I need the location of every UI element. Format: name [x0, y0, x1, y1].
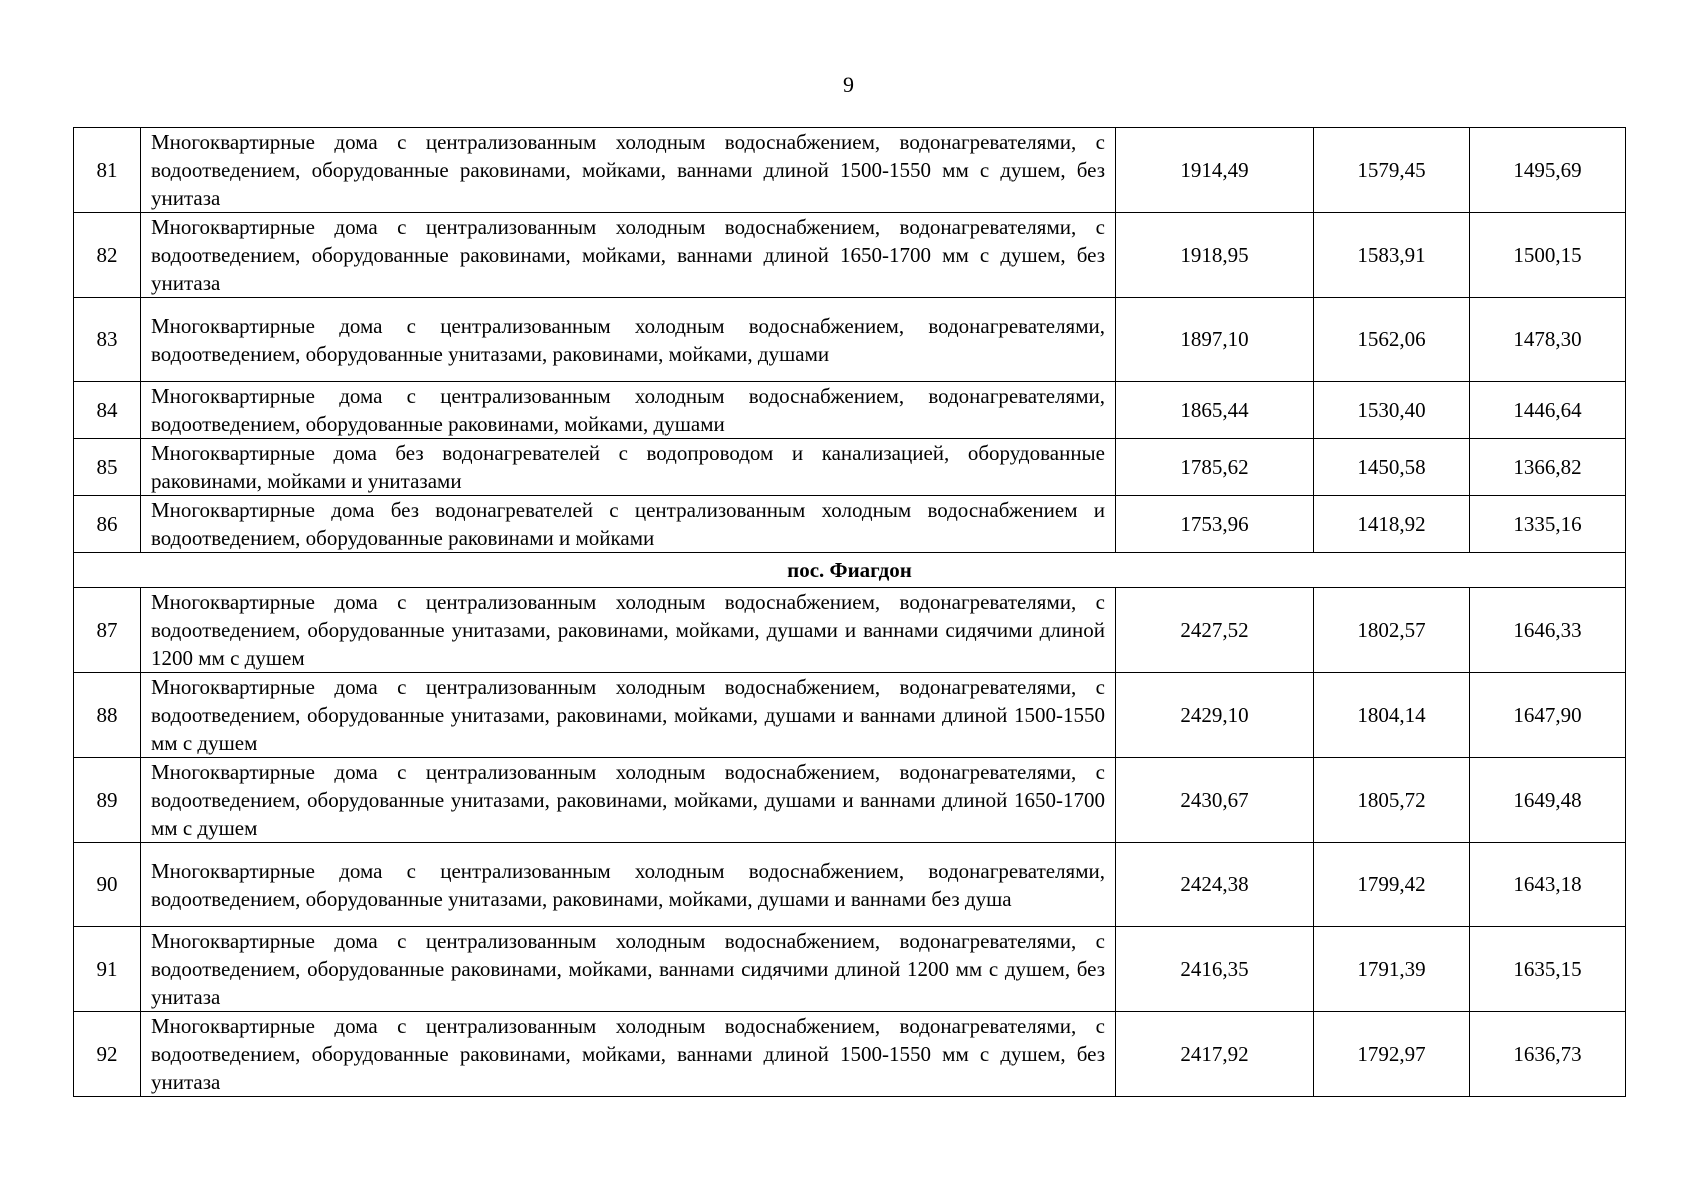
row-number: 82	[74, 213, 141, 298]
table-row	[74, 673, 1626, 758]
row-value-2: 1579,45	[1314, 128, 1470, 213]
section-title: пос. Фиагдон	[74, 553, 1626, 588]
row-value-2: 1418,92	[1314, 496, 1470, 553]
table-row	[74, 1012, 1626, 1097]
table-row	[74, 439, 1626, 496]
row-value-1: 1897,10	[1116, 298, 1314, 382]
row-description: Многоквартирные дома с централизованным холодным водоснабжением, водонагревателями, с водоотведением, оборудованные раковинами, мойками, ваннами длиной 1500-1550 мм с душем, без унитаза	[141, 1012, 1116, 1097]
row-value-1: 1865,44	[1116, 382, 1314, 439]
row-description: Многоквартирные дома без водонагревателей с водопроводом и канализацией, оборудованные раковинами, мойками и унитазами	[141, 439, 1116, 496]
row-number: 88	[74, 673, 141, 758]
row-value-1: 2430,67	[1116, 758, 1314, 843]
row-number: 81	[74, 128, 141, 213]
row-value-3: 1495,69	[1470, 128, 1626, 213]
section-row	[74, 553, 1626, 588]
row-value-1: 2429,10	[1116, 673, 1314, 758]
row-description: Многоквартирные дома с централизованным холодным водоснабжением, водонагревателями, с водоотведением, оборудованные унитазами, раковинами, мойками, душами и ваннами сидячими длиной 1200 мм с душем	[141, 588, 1116, 673]
row-number: 83	[74, 298, 141, 382]
row-description: Многоквартирные дома с централизованным холодным водоснабжением, водонагревателями, с водоотведением, оборудованные унитазами, раковинами, мойками, душами и ваннами длиной 1500-1550 мм с душем	[141, 673, 1116, 758]
row-number: 85	[74, 439, 141, 496]
row-value-2: 1799,42	[1314, 843, 1470, 927]
row-description: Многоквартирные дома с централизованным холодным водоснабжением, водонагревателями, с водоотведением, оборудованные раковинами, мойками, ваннами длиной 1500-1550 мм с душем, без унитаза	[141, 128, 1116, 213]
row-description: Многоквартирные дома с централизованным холодным водоснабжением, водонагревателями, водоотведением, оборудованные унитазами, раковинами, мойками, душами	[141, 298, 1116, 382]
row-value-3: 1646,33	[1470, 588, 1626, 673]
table-row	[74, 128, 1626, 213]
row-value-2: 1450,58	[1314, 439, 1470, 496]
row-value-2: 1792,97	[1314, 1012, 1470, 1097]
row-value-3: 1335,16	[1470, 496, 1626, 553]
row-value-1: 2416,35	[1116, 927, 1314, 1012]
row-description: Многоквартирные дома с централизованным холодным водоснабжением, водонагревателями, с водоотведением, оборудованные унитазами, раковинами, мойками, душами и ваннами длиной 1650-1700 мм с душем	[141, 758, 1116, 843]
table-row	[74, 588, 1626, 673]
row-value-3: 1635,15	[1470, 927, 1626, 1012]
row-value-2: 1562,06	[1314, 298, 1470, 382]
row-value-1: 2417,92	[1116, 1012, 1314, 1097]
row-description: Многоквартирные дома с централизованным холодным водоснабжением, водонагревателями, с водоотведением, оборудованные раковинами, мойками, ваннами длиной 1650-1700 мм с душем, без унитаза	[141, 213, 1116, 298]
row-number: 89	[74, 758, 141, 843]
row-number: 92	[74, 1012, 141, 1097]
row-number: 87	[74, 588, 141, 673]
row-value-2: 1804,14	[1314, 673, 1470, 758]
row-value-1: 2424,38	[1116, 843, 1314, 927]
row-number: 86	[74, 496, 141, 553]
row-value-3: 1478,30	[1470, 298, 1626, 382]
row-description: Многоквартирные дома с централизованным холодным водоснабжением, водонагревателями, водоотведением, оборудованные унитазами, раковинами, мойками, душами и ваннами без душа	[141, 843, 1116, 927]
row-number: 91	[74, 927, 141, 1012]
row-value-3: 1636,73	[1470, 1012, 1626, 1097]
row-value-3: 1649,48	[1470, 758, 1626, 843]
table-row	[74, 758, 1626, 843]
row-value-3: 1643,18	[1470, 843, 1626, 927]
row-value-3: 1647,90	[1470, 673, 1626, 758]
row-value-3: 1446,64	[1470, 382, 1626, 439]
row-number: 90	[74, 843, 141, 927]
row-value-2: 1802,57	[1314, 588, 1470, 673]
row-description: Многоквартирные дома с централизованным холодным водоснабжением, водонагревателями, с водоотведением, оборудованные раковинами, мойками, ваннами сидячими длиной 1200 мм с душем, без унитаза	[141, 927, 1116, 1012]
table-row	[74, 298, 1626, 382]
row-value-1: 2427,52	[1116, 588, 1314, 673]
row-value-3: 1366,82	[1470, 439, 1626, 496]
tariff-table	[73, 127, 1626, 1097]
table-row	[74, 927, 1626, 1012]
table-row	[74, 843, 1626, 927]
table-row	[74, 213, 1626, 298]
row-description: Многоквартирные дома с централизованным холодным водоснабжением, водонагревателями, водоотведением, оборудованные раковинами, мойками, душами	[141, 382, 1116, 439]
row-description: Многоквартирные дома без водонагревателей с централизованным холодным водоснабжением и водоотведением, оборудованные раковинами и мойками	[141, 496, 1116, 553]
row-value-3: 1500,15	[1470, 213, 1626, 298]
page-number: 9	[843, 72, 854, 97]
row-value-2: 1530,40	[1314, 382, 1470, 439]
row-value-1: 1753,96	[1116, 496, 1314, 553]
table-row	[74, 382, 1626, 439]
row-value-1: 1785,62	[1116, 439, 1314, 496]
row-number: 84	[74, 382, 141, 439]
row-value-1: 1918,95	[1116, 213, 1314, 298]
row-value-2: 1791,39	[1314, 927, 1470, 1012]
row-value-2: 1805,72	[1314, 758, 1470, 843]
row-value-2: 1583,91	[1314, 213, 1470, 298]
table-row	[74, 496, 1626, 553]
row-value-1: 1914,49	[1116, 128, 1314, 213]
